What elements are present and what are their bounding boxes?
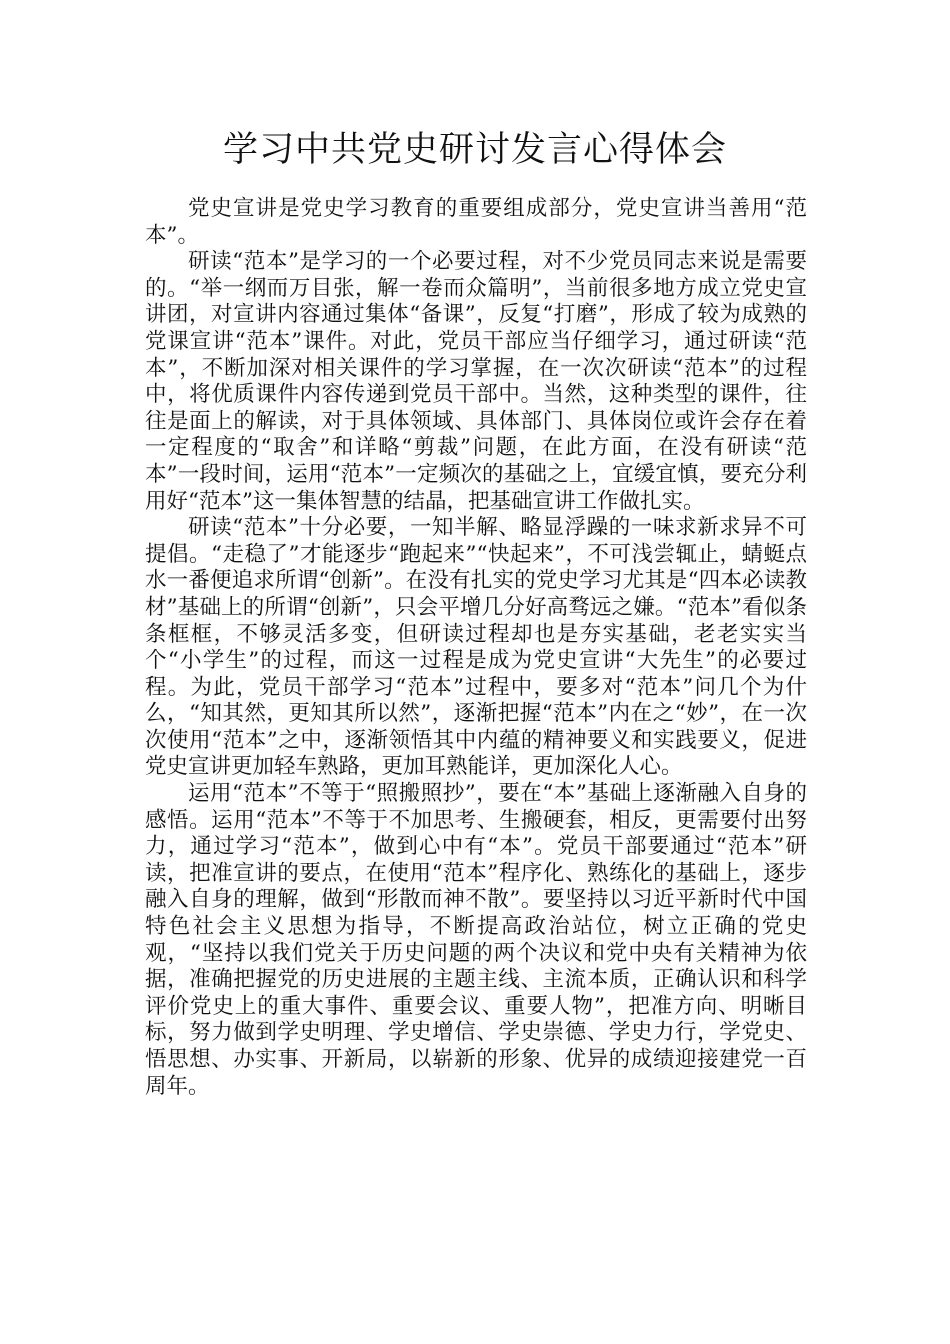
paragraph: 研读“范本”是学习的一个必要过程，对不少党员同志来说是需要的。“举一纲而万目张，解一卷而众篇明”，当前很多地方成立党史宣讲团，对宣讲内容通过集体“备课”，反复“打磨”，形成了较为成熟的党课宣讲“范本”课件。对此，党员干部应当仔细学习，通过研读“范本”，不断加深对相关课件的学习掌握，在一次次研读“范本”的过程中，将优质课件内容传递到党员干部中。当然，这种类型的课件，往往是面上的解读，对于具体领域、具体部门、具体岗位或许会存在着一定程度的“取舍”和详略“剪裁”问题，在此方面，在没有研读“范本”一段时间，运用“范本”一定频次的基础之上，宜缓宜慎，要充分利用好“范本”这一集体智慧的结晶，把基础宣讲工作做扎实。 <box>145 249 807 514</box>
paragraph: 运用“范本”不等于“照搬照抄”，要在“本”基础上逐渐融入自身的感悟。运用“范本”不等于不加思考、生搬硬套，相反，更需要付出努力，通过学习“范本”，做到心中有“本”。党员干部要通过“范本”研读，把准宣讲的要点，在使用“范本”程序化、熟练化的基础上，逐步融入自身的理解，做到“形散而神不散”。要坚持以习近平新时代中国特色社会主义思想为指导，不断提高政治站位，树立正确的党史观，“坚持以我们党关于历史问题的两个决议和党中央有关精神为依据，准确把握党的历史进展的主题主线、主流本质，正确认识和科学评价党史上的重大事件、重要会议、重要人物”，把准方向、明晰目标，努力做到学史明理、学史增信、学史崇德、学史力行，学党史、悟思想、办实事、开新局，以崭新的形象、优异的成绩迎接建党一百周年。 <box>145 781 807 1099</box>
document-body <box>145 196 807 1100</box>
paragraph: 党史宣讲是党史学习教育的重要组成部分，党史宣讲当善用“范本”。 <box>145 196 807 248</box>
paragraph: 研读“范本”十分必要，一知半解、略显浮躁的一味求新求异不可提倡。“走稳了”才能逐步“跑起来”“快起来”，不可浅尝辄止，蜻蜓点水一番便追求所谓“创新”。在没有扎实的党史学习尤其是“四本必读教材”基础上的所谓“创新”，只会平增几分好高骛远之嫌。“范本”看似条条框框，不够灵活多变，但研读过程却也是夯实基础，老老实实当个“小学生”的过程，而这一过程是成为党史宣讲“大先生”的必要过程。为此，党员干部学习“范本”过程中，要多对“范本”问几个为什么，“知其然，更知其所以然”，逐渐把握“范本”内在之“妙”，在一次次使用“范本”之中，逐渐领悟其中内蕴的精神要义和实践要义，促进党史宣讲更加轻车熟路，更加耳熟能详，更加深化人心。 <box>145 515 807 780</box>
document-title: 学习中共党史研讨发言心得体会 <box>222 130 727 170</box>
